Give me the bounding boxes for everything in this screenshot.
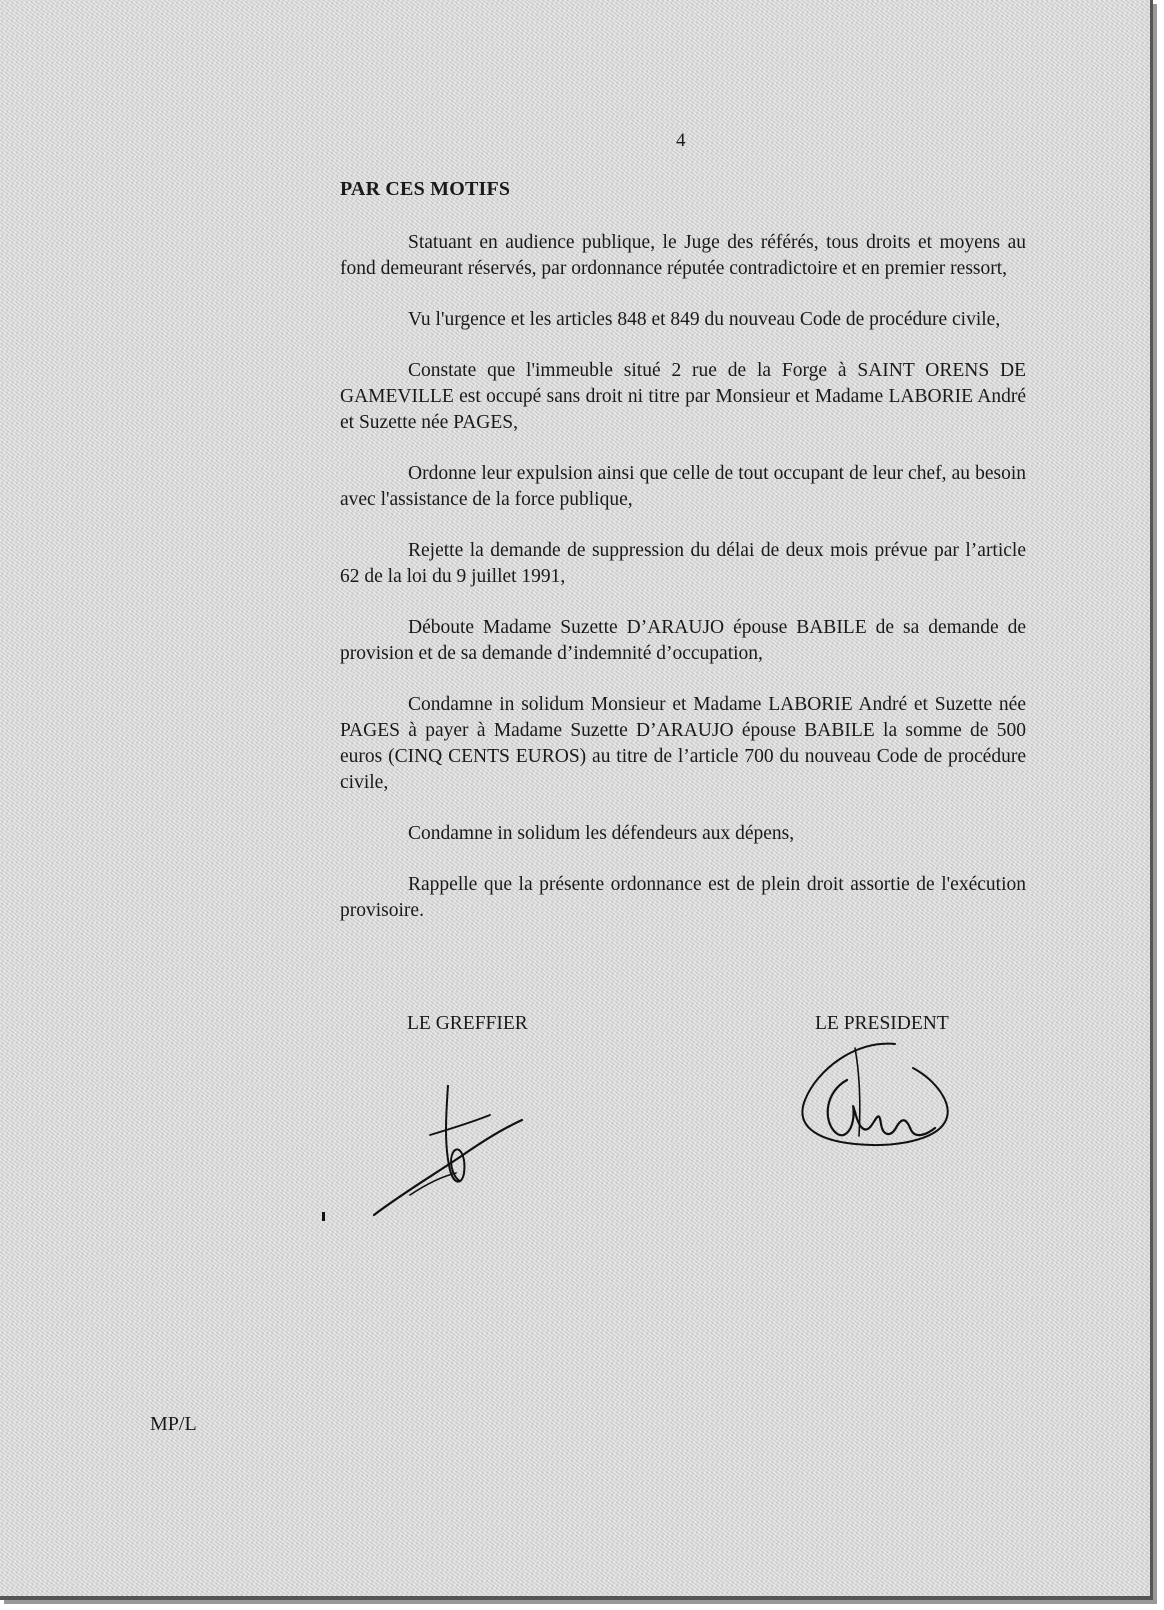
paragraph-constate: Constate que l'immeuble situé 2 rue de la Forge à SAINT ORENS DE GAMEVILLE est occupé sans droit ni titre par Monsieur et Madame LABORIE André et Suzette née PAGES, (340, 360, 1026, 433)
president-signature-icon (795, 1040, 965, 1170)
paragraph-ordonne: Ordonne leur expulsion ainsi que celle de tout occupant de leur chef, au besoin avec l'assistance de la force publique, (340, 463, 1026, 510)
greffier-label: LE GREFFIER (407, 1013, 528, 1034)
section-heading: PAR CES MOTIFS (340, 178, 511, 200)
scan-speck (322, 1212, 325, 1221)
president-label: LE PRESIDENT (815, 1013, 949, 1034)
paragraph-rappelle: Rappelle que la présente ordonnance est de plein droit assortie de l'exécution provisoire. (340, 874, 1026, 921)
paragraph-condamne-payer: Condamne in solidum Monsieur et Madame LABORIE André et Suzette née PAGES à payer à Madame Suzette D’ARAUJO épouse BABILE la somme de 500 euros (CINQ CENTS EUROS) au titre de l’article 700 du nouveau Code de procédure civile, (340, 694, 1026, 793)
paragraph-deboute: Déboute Madame Suzette D’ARAUJO épouse BABILE de sa demande de provision et de sa demande d’indemnité d’occupation, (340, 617, 1026, 664)
paragraph-statuant: Statuant en audience publique, le Juge des référés, tous droits et moyens au fond demeurant réservés, par ordonnance réputée contradictoire et en premier ressort, (340, 232, 1026, 279)
ruling-body (340, 230, 1026, 949)
paragraph-vu-urgence: Vu l'urgence et les articles 848 et 849 du nouveau Code de procédure civile, (408, 309, 1001, 330)
paragraph-condamne-depens: Condamne in solidum les défendeurs aux dépens, (408, 823, 795, 844)
paragraph-rejette: Rejette la demande de suppression du délai de deux mois prévue par l’article 62 de la loi du 9 juillet 1991, (340, 540, 1026, 587)
footer-reference: MP/L (150, 1413, 197, 1435)
greffier-signature-icon (370, 1085, 540, 1225)
page-number: 4 (676, 130, 686, 151)
